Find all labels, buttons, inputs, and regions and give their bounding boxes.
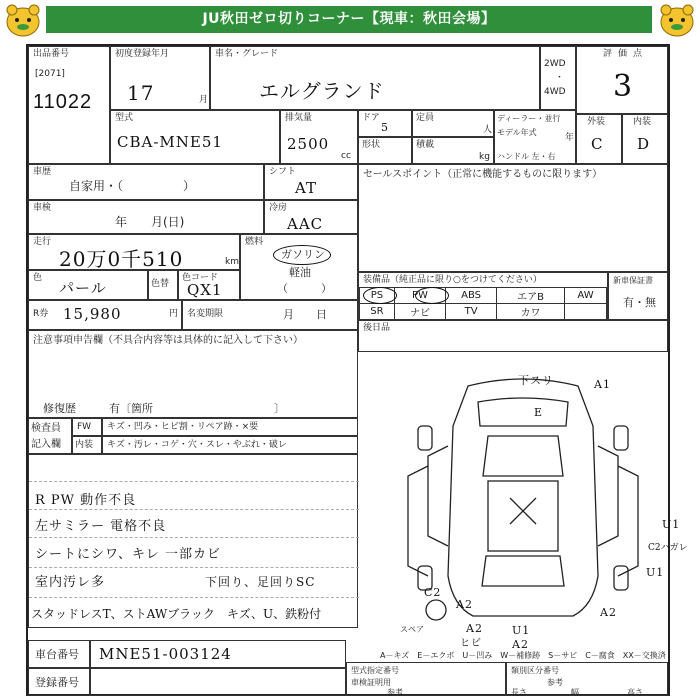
equip-navi: ナビ xyxy=(394,304,445,320)
remark-line-1: R PW 動作不良 xyxy=(35,493,137,508)
load-unit: kg xyxy=(479,152,490,162)
equipment-cell xyxy=(358,272,608,320)
load-cell xyxy=(412,137,494,164)
inspection-cell xyxy=(28,200,264,234)
usage-value: 自家用・（ ） xyxy=(69,179,196,193)
ref-label-2: 参考 xyxy=(547,678,563,687)
warranty-label: 新車保証書 xyxy=(613,276,653,285)
recycle-unit: 円 xyxy=(169,309,179,319)
fuel-cell xyxy=(240,234,358,300)
type-cell xyxy=(110,110,280,164)
equip-tv: TV xyxy=(446,304,497,320)
inspection-value: 年 月(日) xyxy=(115,215,185,229)
mascot-icon xyxy=(4,1,42,39)
vehicle-name-cell xyxy=(210,46,540,110)
drive-2wd: 2WD xyxy=(544,59,566,69)
diagram-mark-c2: C2 xyxy=(424,586,442,599)
registration-cell xyxy=(110,46,210,110)
name-change-label: 名変期限 xyxy=(187,309,224,319)
equip-pw: PW xyxy=(394,288,445,304)
diagram-mark-a1: A1 xyxy=(594,378,611,391)
interior-inspect-label: 内装 xyxy=(75,440,94,450)
diagram-mark-e: E xyxy=(534,406,544,419)
evaluation-score: 3 xyxy=(613,69,634,104)
vehicle-name-label: 車名・グレード xyxy=(215,49,279,59)
repair-history-value: 有〔箇所 〕 xyxy=(109,402,285,415)
sales-point-cell xyxy=(358,164,668,272)
interior-items-cell xyxy=(102,436,358,454)
mileage-cell xyxy=(28,234,240,270)
certificate-label: 車検証明用 xyxy=(351,678,391,687)
handle-label: ハンドル 左・右 xyxy=(497,152,556,161)
interior-items: キズ・汚レ・コゲ・穴・スレ・やぶれ・破レ xyxy=(107,440,287,450)
diagram-mark-c2-peel: C2ハガレ xyxy=(648,543,688,553)
color-code-value: QX1 xyxy=(187,281,223,299)
remarks-area xyxy=(28,454,358,628)
mileage-label: 走行 xyxy=(33,237,52,247)
remark-line-4: 室内汚レ多 xyxy=(35,575,106,590)
color-change-cell xyxy=(148,270,178,300)
plate-label-cell xyxy=(28,668,90,696)
exterior-grade: C xyxy=(591,135,604,153)
shape-label: 形状 xyxy=(362,140,381,150)
drive-dot: ・ xyxy=(555,73,565,83)
equip-ps: PS xyxy=(360,288,395,304)
fw-items-cell xyxy=(102,418,358,436)
fw-cell xyxy=(72,418,102,436)
fuel-gasoline: ガソリン xyxy=(281,248,325,261)
registration-year: 17 xyxy=(127,81,155,105)
height-label: 高さ xyxy=(627,688,643,697)
equipment-label: 装備品（純正品に限り○をつけてください） xyxy=(363,275,542,285)
registration-label: 初度登録年月 xyxy=(115,49,170,59)
evaluation-cell xyxy=(576,46,668,114)
drive-cell xyxy=(540,46,576,110)
equip-ps-circle xyxy=(363,287,397,304)
chassis-label: 車台番号 xyxy=(35,648,79,661)
plate-value-cell xyxy=(90,668,346,696)
aircon-label: 冷房 xyxy=(269,203,288,213)
rear-items-cell xyxy=(358,320,668,352)
type-cert-label: 型式指定番号 xyxy=(351,666,399,675)
door-cell xyxy=(358,110,412,137)
color-code-cell xyxy=(178,270,240,300)
rear-items-label: 後日品 xyxy=(363,323,391,333)
door-label: ドア xyxy=(362,113,380,123)
model-year-label: モデル年式 xyxy=(497,128,537,137)
class-cert-cell xyxy=(506,662,668,696)
mileage-unit: km xyxy=(225,257,239,267)
equip-blank xyxy=(565,304,607,320)
usage-cell xyxy=(28,164,264,200)
evaluation-label: 評価点 xyxy=(603,49,649,59)
displacement-cell xyxy=(280,110,358,164)
recycle-label: R券 xyxy=(33,309,49,319)
color-value: パール xyxy=(59,279,107,297)
diagram-mark-a2-d: A2 xyxy=(512,638,529,651)
displacement-value: 2500 xyxy=(287,135,330,153)
width-label: 幅 xyxy=(571,688,579,697)
dealer-label: ディーラー・並行 xyxy=(497,114,561,123)
fw-label: FW xyxy=(77,422,92,432)
mascot-icon xyxy=(658,1,696,39)
remark-line-4b: 下回り、足回りSC xyxy=(205,575,316,589)
lot-number: 11022 xyxy=(33,91,93,113)
class-cert-label: 類別区分番号 xyxy=(511,666,559,675)
diagram-top-note: 下スリ xyxy=(518,374,554,387)
equip-airbag: エアB xyxy=(497,288,565,304)
repair-history-label: 修復歴 xyxy=(43,402,76,415)
equip-sr: SR xyxy=(360,304,395,320)
fuel-diesel: 軽油 xyxy=(289,266,311,279)
diagram-mark-a2-c: A2 xyxy=(466,622,483,635)
lot-cell xyxy=(28,46,110,164)
header xyxy=(0,0,700,40)
chassis-value-cell xyxy=(90,640,346,668)
fuel-label: 燃料 xyxy=(245,237,264,247)
interior-cell xyxy=(622,114,668,164)
warranty-cell xyxy=(608,272,668,320)
color-change-label: 色替 xyxy=(151,279,170,289)
length-label: 長さ xyxy=(511,688,527,697)
fuel-other: （ ） xyxy=(277,282,332,295)
equip-aw: AW xyxy=(565,288,607,304)
equip-pw-circle xyxy=(415,287,449,304)
displacement-label: 排気量 xyxy=(285,113,313,123)
inspector-label: 検査員 xyxy=(31,423,61,434)
shape-cell xyxy=(358,137,412,164)
door-value: 5 xyxy=(381,121,389,134)
vehicle-type: CBA-MNE51 xyxy=(117,133,223,151)
diagram-mark-crack: ヒビ xyxy=(460,638,482,649)
type-cert-cell xyxy=(346,662,506,696)
fw-items: キズ・凹み・ヒビ割・リペア跡・×要 xyxy=(107,422,259,432)
name-change-cell xyxy=(182,300,358,330)
registration-month-unit: 月 xyxy=(199,95,209,105)
capacity-label: 定員 xyxy=(416,113,435,123)
notes-label: 注意事項申告欄（不具合内容等は具体的に記入して下さい） xyxy=(33,335,303,346)
aircon-cell xyxy=(264,200,358,234)
diagram-mark-a2-b: A2 xyxy=(456,598,473,611)
diagram-legend: A－キズ E－エクボ U－凹み W－補修跡 S－サビ C－腐食 XX－交換済 xyxy=(380,651,666,660)
dealer-cell xyxy=(494,110,576,164)
notes-cell xyxy=(28,330,358,418)
chassis-value: MNE51-003124 xyxy=(99,645,232,663)
spare-tire-icon xyxy=(426,600,446,620)
cc-unit: cc xyxy=(341,151,351,161)
color-code-label: 色コード xyxy=(182,273,219,283)
vehicle-name: エルグランド xyxy=(259,79,385,103)
lot-label: 出品番号 xyxy=(33,49,70,59)
header-title: JU秋田ゼロ切りコーナー【現車：秋田会場】 xyxy=(46,6,652,33)
ref-label: 参考 xyxy=(387,688,403,697)
remark-line-3: シートにシワ、キレ 一部カビ xyxy=(35,547,221,562)
shift-value: AT xyxy=(295,179,318,197)
recycle-cell xyxy=(28,300,182,330)
remark-line-2: 左サミラー 電格不良 xyxy=(35,519,167,534)
auction-sheet xyxy=(26,44,688,697)
fuel-circle xyxy=(273,245,331,265)
load-label: 積載 xyxy=(416,140,435,150)
year-unit: 年 xyxy=(565,133,575,143)
spare-label: スペア xyxy=(400,625,424,634)
mileage-value: 20万0千510 xyxy=(59,247,184,271)
sales-point-label: セールスポイント（正常に機能するものに限ります） xyxy=(363,169,603,180)
inspector-entry-label: 記入欄 xyxy=(31,439,61,450)
exterior-label: 外装 xyxy=(587,117,606,127)
interior-inspect-cell xyxy=(72,436,102,454)
equip-leather: カワ xyxy=(497,304,565,320)
color-cell xyxy=(28,270,148,300)
inspection-label: 車検 xyxy=(33,203,52,213)
equipment-row-2 xyxy=(360,304,607,320)
color-label: 色 xyxy=(33,273,43,283)
capacity-unit: 人 xyxy=(483,125,493,135)
diagram-mark-u1-b: U1 xyxy=(646,566,665,579)
diagram-mark-u1: U1 xyxy=(662,518,681,531)
type-label: 型式 xyxy=(115,113,134,123)
capacity-cell xyxy=(412,110,494,137)
shift-cell xyxy=(264,164,358,200)
interior-grade: D xyxy=(637,135,651,153)
plate-label: 登録番号 xyxy=(35,676,79,689)
usage-label: 車歴 xyxy=(33,167,52,177)
lot-sub-number: [2071] xyxy=(35,69,65,79)
interior-label: 内装 xyxy=(633,117,652,127)
diagram-mark-a2: A2 xyxy=(600,606,617,619)
inspector-label-cell xyxy=(28,418,72,454)
remark-line-5: スタッドレスT、ストAWブラック キズ、U、鉄粉付 xyxy=(31,607,322,621)
diagram-mark-u1-c: U1 xyxy=(512,624,531,637)
warranty-value: 有・無 xyxy=(623,296,656,309)
aircon-value: AAC xyxy=(287,215,324,233)
exterior-cell xyxy=(576,114,622,164)
drive-4wd: 4WD xyxy=(544,87,566,97)
recycle-value: 15,980 xyxy=(63,305,122,323)
name-change-value: 月 日 xyxy=(283,308,327,321)
chassis-label-cell xyxy=(28,640,90,668)
shift-label: シフト xyxy=(269,167,297,177)
equip-abs: ABS xyxy=(446,288,497,304)
